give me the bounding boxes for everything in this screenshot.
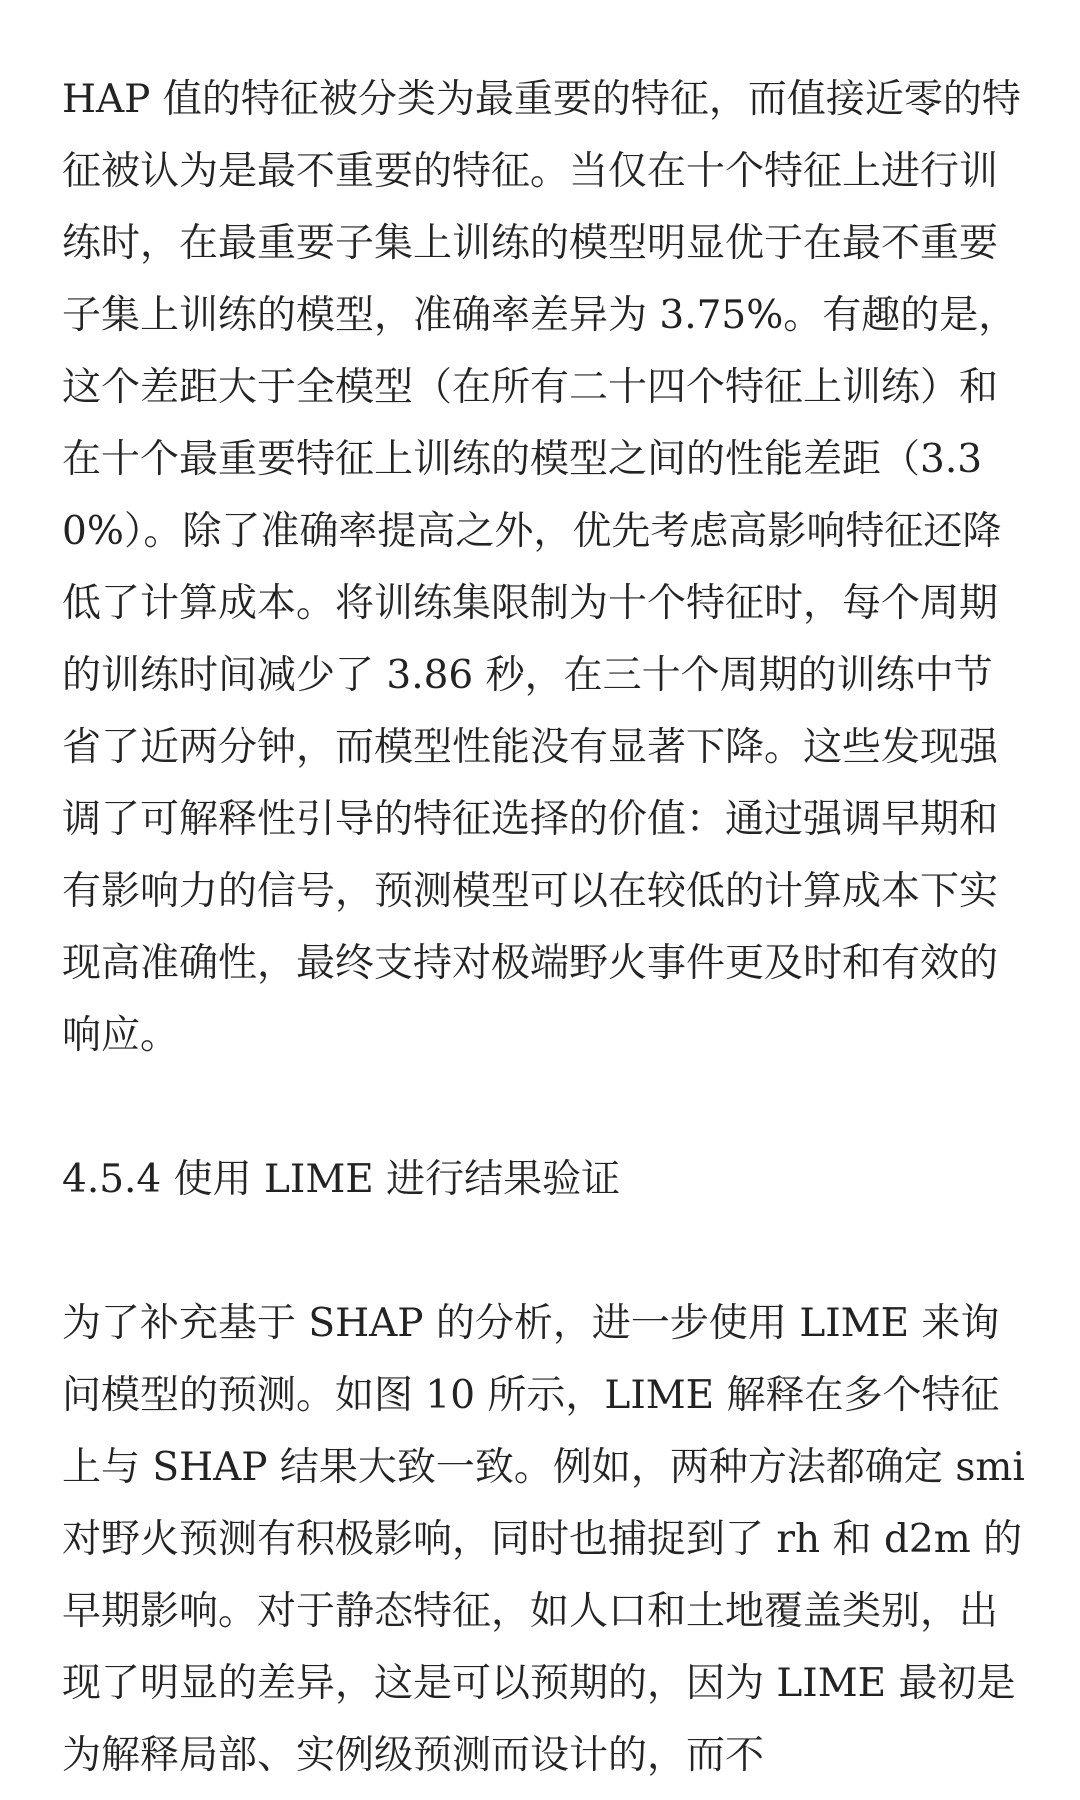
section-heading-lime-validation: 4.5.4 使用 LIME 进行结果验证	[62, 1157, 621, 1202]
paragraph-shap-feature-importance: HAP 值的特征被分类为最重要的特征，而值接近零的特征被认为是最不重要的特征。当仅在十个特征上进行训练时，在最重要子集上训练的模型明显优于在最不重要子集上训练的模型，准确率差异为 3.75%。有趣的是，这个差距大于全模型（在所有二十四个特征上训练）和在十个最重要特征上训练的模型之间的性能差距（3.30%）。除了准确率提高之外，优先考虑高影响特征还降低了计算成本。将训练集限制为十个特征时，每个周期的训练时间减少了 3.86 秒，在三十个周期的训练中节省了近两分钟，而模型性能没有显著下降。这些发现强调了可解释性引导的特征选择的价值：通过强调早期和有影响力的信号，预测模型可以在较低的计算成本下实现高准确性，最终支持对极端野火事件更及时和有效的响应。	[62, 77, 1021, 1058]
paragraph-lime-analysis: 为了补充基于 SHAP 的分析，进一步使用 LIME 来询问模型的预测。如图 10 所示，LIME 解释在多个特征上与 SHAP 结果大致一致。例如，两种方法都确定 smi 对野火预测有积极影响，同时也捕捉到了 rh 和 d2m 的早期影响。对于静态特征，如人口和土地覆盖类别，出现了明显的差异，这是可以预期的，因为 LIME 最初是为解释局部、实例级预测而设计的，而不	[62, 1301, 1025, 1778]
